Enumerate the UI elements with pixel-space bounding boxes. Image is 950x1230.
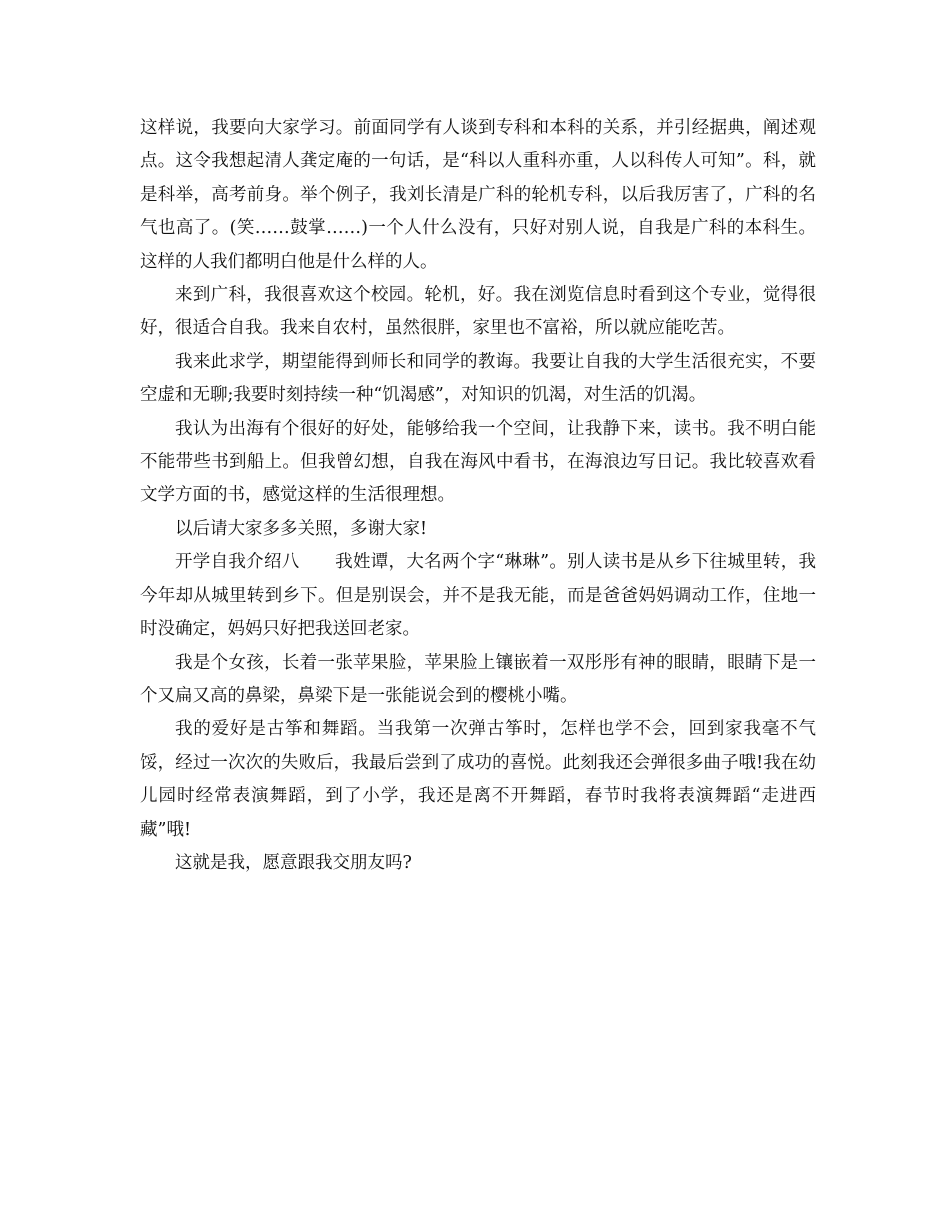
paragraph-7: 我是个女孩，长着一张苹果脸，苹果脸上镶嵌着一双彤彤有神的眼睛，眼睛下是一个又扁又高的鼻梁，鼻梁下是一张能说会到的樱桃小嘴。	[140, 652, 816, 706]
paragraph-9: 这就是我，愿意跟我交朋友吗?	[175, 852, 412, 873]
document-body	[140, 112, 816, 880]
paragraph-4: 我认为出海有个很好的好处，能够给我一个空间，让我静下来，读书。我不明白能不能带些书到船上。但我曾幻想，自我在海风中看书，在海浪边写日记。我比较喜欢看文学方面的书，感觉这样的生活很理想。	[140, 418, 816, 506]
paragraph-1: 这样说，我要向大家学习。前面同学有人谈到专科和本科的关系，并引经据典，阐述观点。这令我想起清人龚定庵的一句话，是“科以人重科亦重，人以科传人可知”。科，就是科举，高考前身。举个例子，我刘长清是广科的轮机专科，以后我厉害了，广科的名气也高了。(笑……鼓掌……)一个人什么没有，只好对别人说，自我是广科的本科生。这样的人我们都明白他是什么样的人。	[140, 118, 816, 272]
paragraph-2: 来到广科，我很喜欢这个校园。轮机，好。我在浏览信息时看到这个专业，觉得很好，很适合自我。我来自农村，虽然很胖，家里也不富裕，所以就应能吃苦。	[140, 285, 816, 339]
paragraph-3: 我来此求学，期望能得到师长和同学的教诲。我要让自我的大学生活很充实，不要空虚和无聊;我要时刻持续一种“饥渴感”，对知识的饥渴，对生活的饥渴。	[140, 351, 816, 406]
paragraph-8: 我的爱好是古筝和舞蹈。当我第一次弹古筝时，怎样也学不会，回到家我毫不气馁，经过一次次的失败后，我最后尝到了成功的喜悦。此刻我还会弹很多曲子哦!我在幼儿园时经常表演舞蹈，到了小学，我还是离不开舞蹈，春节时我将表演舞蹈“走进西藏”哦!	[140, 719, 816, 840]
paragraph-5: 以后请大家多多关照，多谢大家!	[175, 518, 428, 539]
paragraph-6: 开学自我介绍八 我姓谭，大名两个字“琳琳”。别人读书是从乡下往城里转，我今年却从城里转到乡下。但是别误会，并不是我无能，而是爸爸妈妈调动工作，住地一时没确定，妈妈只好把我送回老家。	[140, 552, 816, 640]
